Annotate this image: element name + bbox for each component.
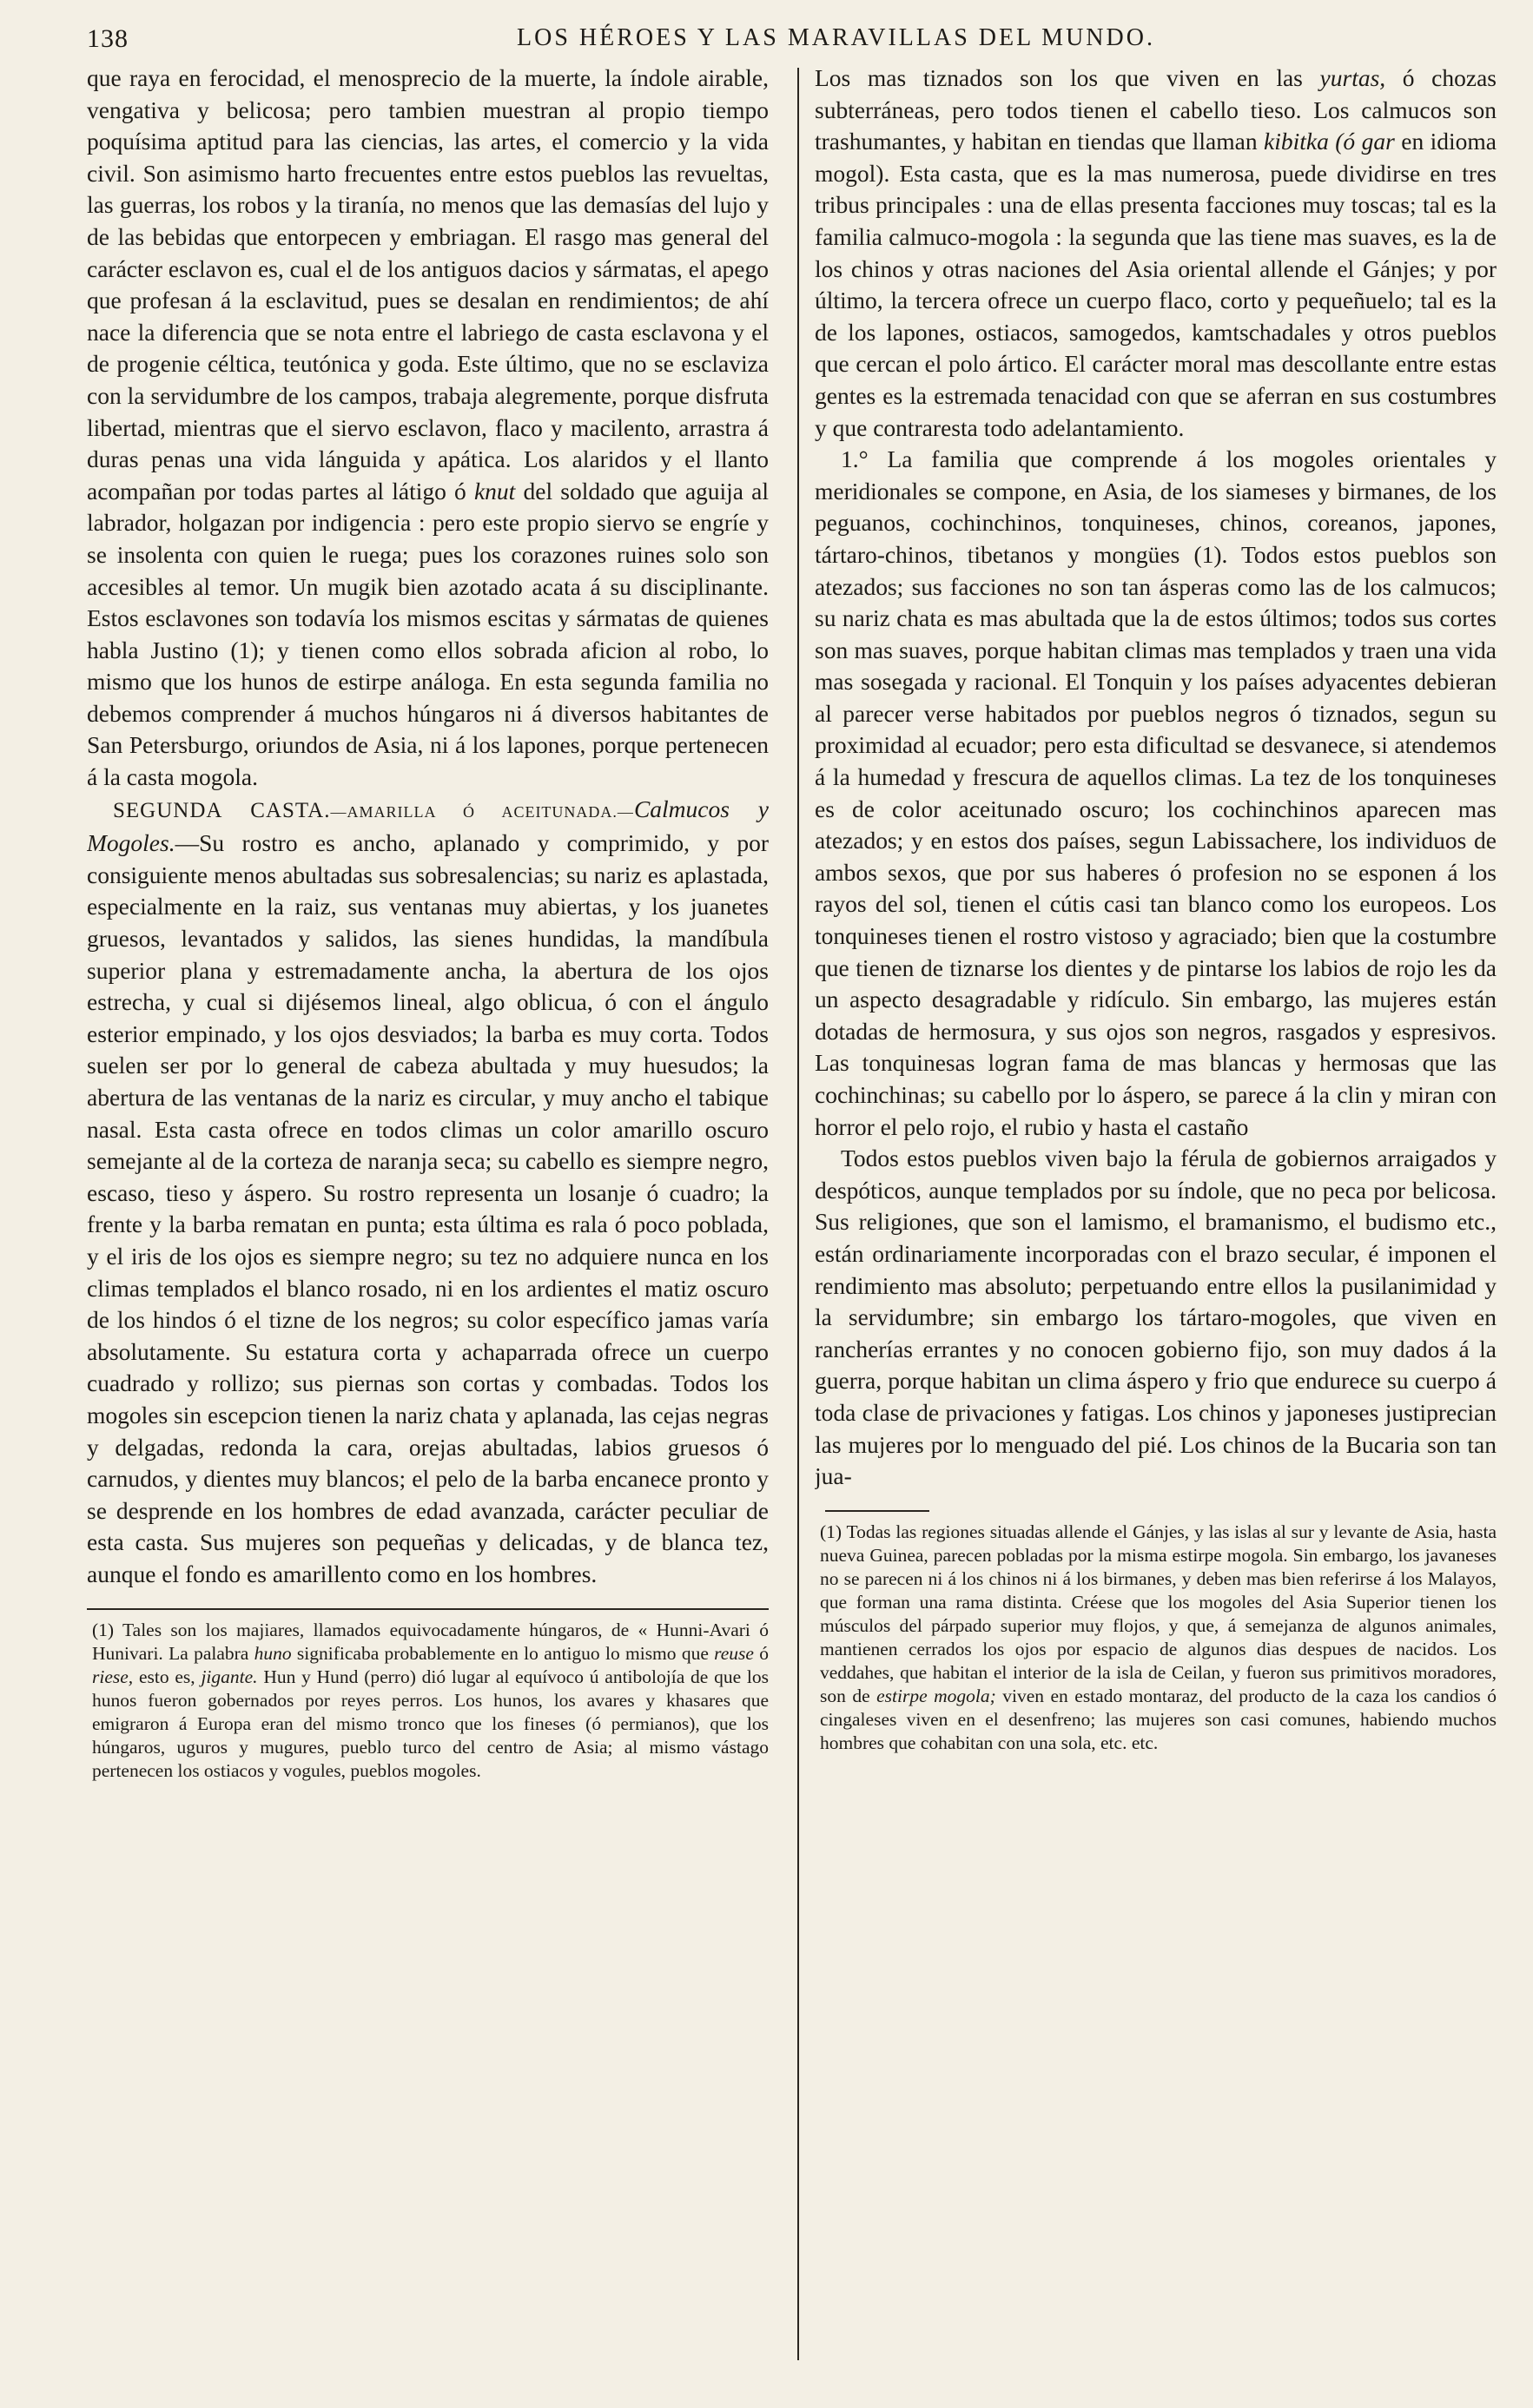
- left-footnote: (1) Tales son los majiares, llamados equivocadamente húngaros, de « Hunni-Avari ó Hunivari. La palabra huno significaba probablemente en lo antiguo lo mismo que reuse ó riese, esto es, jigante. Hun y Hund (perro) dió lugar al equívoco ú antibolojía de que los hunos fueron gobernados por reyes perros. Los hunos, los avares y khasares que emigraron á Europa eran del mismo tronco que los fineses (ó permianos), que los húngaros, uguros y mugures, pueblo turco del centro de Asia; al mismo vástago pertenecen los ostiacos y vogules, pueblos mogoles.: [92, 1619, 769, 1781]
- right-footnote: (1) Todas las regiones situadas allende el Gánjes, y las islas al sur y levante de Asia, hasta nueva Guinea, parecen pobladas por la misma estirpe mogola. Sin embargo, los javaneses no se parecen ni á los chinos ni á los birmanes, y deben mas bien referirse á los Malayos, que forman una rama distinta. Créese que los mogoles del Asia Superior tienen los músculos del párpado superior muy flojos, y que, á semejanza de algunos animales, mantienen cerrados los ojos por espacio de algunos dias despues de nacidos. Los veddahes, que habitan el interior de la isla de Ceilan, y fueron sus primitivos moradores, son de estirpe mogola; viven en estado montaraz, del producto de la caza los candios ó cingaleses viven en el desenfreno; las mujeres son casi comunes, habiendo muchos hombres que cohabitan con una sola, etc. etc.: [820, 1521, 1497, 1753]
- right-paragraph-2: 1.° La familia que comprende á los mogoles orientales y meridionales se compone, en Asia, de los siameses y birmanes, de los peguanos, cochinchinos, tonquineses, chinos, coreanos, japones, tártaro-chinos, tibetanos y mongües (1). Todos estos pueblos son atezados; sus facciones no son tan ásperas como las de los calmucos; su nariz chata es mas abultada que la de estos últimos; todos sus cortes son mas suaves, porque habitan climas mas templados y traen una vida mas sosegada y racional. El Tonquin y los países adyacentes debieran al parecer verse habitados por pueblos negros ó tiznados, segun su proximidad al ecuador; pero esta dificultad se desvanece, si atendemos á la humedad y frescura de aquellos climas. La tez de los tonquineses es de color aceitunado oscuro; los cochinchinos aparecen mas atezados; y en estos dos países, segun Labissachere, los individuos de ambos sexos, que por sus haberes ó profesion no se esponen á los rayos del sol, tienen el cútis casi tan blanco como los europeos. Los tonquineses tienen el rostro vistoso y agraciado; bien que la costumbre que tienen de tiznarse los dientes y de pintarse los labios de rojo les da un aspecto desagradable y ridículo. Sin embargo, las mujeres están dotadas de hermosura, y sus ojos son negros, rasgados y espresivos. Las tonquinesas logran fama de mas blancas y hermosas que las cochinchinas; su cabello por lo áspero, se parece á la clin y miran con horror el pelo rojo, el rubio y hasta el castaño: [815, 445, 1497, 1140]
- left-column: [87, 63, 769, 2381]
- right-column: [815, 63, 1497, 2381]
- column-divider: [797, 68, 799, 2360]
- left-paragraph-segunda-casta: SEGUNDA CASTA.—AMARILLA Ó ACEITUNADA.—Calmucos y Mogoles.—Su rostro es ancho, aplanado y comprimido, y por consiguiente menos abultadas sus sobresalencias; su nariz es aplastada, especialmente en la raiz, sus ventanas muy abiertas, y los juanetes gruesos, levantados y salidos, las sienes hundidas, la mandíbula superior plana y estremadamente ancha, la abertura de los ojos estrecha, y cual si dijésemos lineal, algo oblicua, ó con el ángulo esterior empinado, y los ojos desviados; la barba es muy corta. Todos suelen ser por lo general de cabeza abultada y muy huesudos; la abertura de las ventanas de la nariz es circular, y muy ancho el tabique nasal. Esta casta ofrece en todos climas un color amarillo oscuro semejante al de la corteza de naranja seca; su cabello es siempre negro, escaso, tieso y áspero. Su rostro representa un losanje ó cuadro; la frente y la barba rematan en punta; esta última es rala ó poco poblada, y el iris de los ojos es siempre negro; su tez no adquiere nunca en los climas templados el blanco rosado, ni en los ardientes el matiz oscuro de los hindos ó el tizne de los negros; su color específico jamas varía absolutamente. Su estatura corta y achaparrada ofrece un cuerpo cuadrado y rollizo; sus piernas son cortas y combadas. Todos los mogoles sin escepcion tienen la nariz chata y aplanada, las cejas negras y delgadas, redonda la cara, orejas abultadas, labios gruesos ó carnudos, y dientes muy blancos; el pelo de la barba encanece pronto y se desprende en los hombres de edad avanzada, carácter peculiar de esta casta. Sus mujeres son pequeñas y delicadas, y de blanca tez, aunque el fondo es amarillento como en los hombres.: [87, 795, 769, 1587]
- right-paragraph-1: Los mas tiznados son los que viven en las yurtas, ó chozas subterráneas, pero todos tienen el cabello tieso. Los calmucos son trashumantes, y habitan en tiendas que llaman kibitka (ó gar en idioma mogol). Esta casta, que es la mas numerosa, puede dividirse en tres tribus principales : una de ellas presenta facciones muy toscas; tal es la familia calmuco-mogola : la segunda que las tiene mas suaves, es la de los chinos y otras naciones del Asia oriental allende el Gánjes; y por último, la tercera ofrece un cuerpo flaco, corto y pequeñuelo; tal es la de los lapones, ostiacos, samogedos, kamtschadales y otros pueblos que cercan el polo ártico. El carácter moral mas descollante entre estas gentes es la estremada tenacidad con que se aferran en sus costumbres y que contraresta todo adelantamiento.: [815, 64, 1497, 441]
- running-title: LOS HÉROES Y LAS MARAVILLAS DEL MUNDO.: [517, 24, 1155, 51]
- section-heading: SEGUNDA CASTA.: [113, 798, 331, 822]
- section-title: Calmucos y Mogoles.: [87, 795, 769, 857]
- page-number: 138: [87, 24, 129, 53]
- left-paragraph-1: que raya en ferocidad, el menosprecio de la muerte, la índole airable, vengativa y belicosa; pero tambien muestran al propio tiempo poquísima aptitud para las ciencias, las artes, el comercio y la vida civil. Son asimismo harto frecuentes entre estos pueblos las revueltas, las guerras, los robos y la tiranía, no menos que las demasías del lujo y de las bebidas que entorpecen y embriagan. El rasgo mas general del carácter esclavon es, cual el de los antiguos dacios y sármatas, el apego que profesan á la esclavitud, pues se desalan en rendimientos; de ahí nace la diferencia que se nota entre el labriego de casta esclavona y el de progenie céltica, teutónica y goda. Este último, que no se esclaviza con la servidumbre de los campos, trabaja alegremente, porque disfruta libertad, mientras que el siervo esclavon, flaco y macilento, arrastra á duras penas una vida lánguida y apática. Los alaridos y el llanto acompañan por todas partes al látigo ó knut del soldado que aguija al labrador, holgazan por indigencia : pero este propio siervo se engríe y se insolenta con quien le ruega; pues los corazones ruines solo son accesibles al temor. Un mugik bien azotado acata á su disciplinante. Estos esclavones son todavía los mismos escitas y sármatas de quienes habla Justino (1); y tienen como ellos sobrada aficion al robo, lo mismo que los hunos de estirpe análoga. En esta segunda familia no debemos comprender á muchos húngaros ni á diversos habitantes de San Petersburgo, oriundos de Asia, ni á los lapones, porque pertenecen á la casta mogola.: [87, 64, 769, 791]
- footnote-rule: [87, 1608, 769, 1610]
- section-subheading: —AMARILLA Ó ACEITUNADA.—: [330, 802, 634, 821]
- footnote-rule: [825, 1510, 929, 1512]
- page-header: [87, 24, 1477, 68]
- right-paragraph-3: Todos estos pueblos viven bajo la férula de gobiernos arraigados y despóticos, aunque templados por su índole, que no peca por belicosa. Sus religiones, que son el lamismo, el bramanismo, el budismo etc., están ordinariamente incorporadas con el brazo secular, é imponen el rendimiento mas absoluto; perpetuando entre ellos la pusilanimidad y la servidumbre; sin embargo los tártaro-mogoles, que viven en rancherías errantes y no conocen gobierno fijo, son muy dados á la guerra, porque habitan un clima áspero y frio que endurece su cuerpo á toda clase de privaciones y fatigas. Los chinos y japoneses justiprecian las mujeres por lo menguado del pié. Los chinos de la Bucaria son tan jua-: [815, 1145, 1497, 1490]
